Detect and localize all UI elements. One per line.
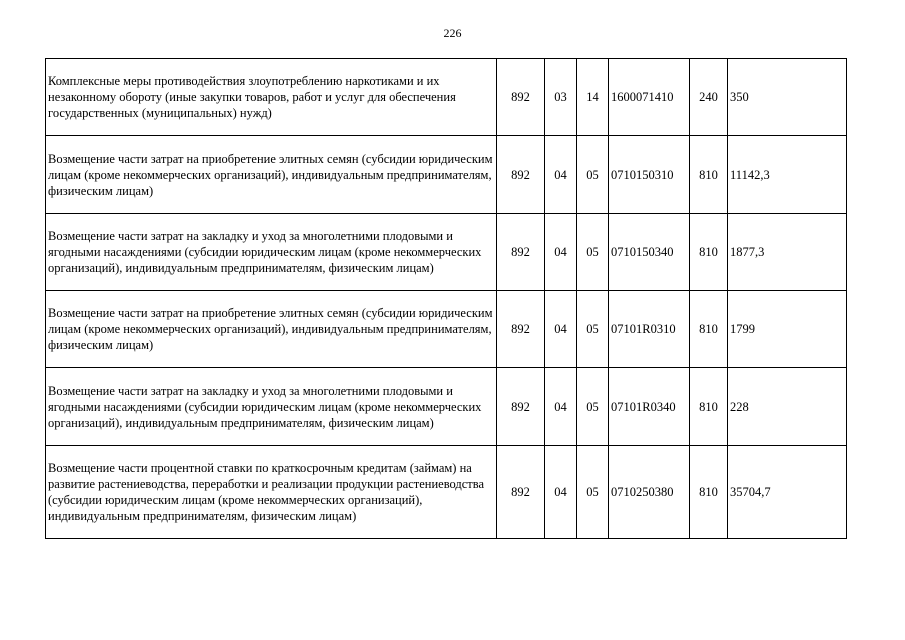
- ministry-code: 892: [497, 136, 545, 214]
- target-article-code: 07101R0310: [609, 291, 690, 368]
- page-number: 226: [443, 26, 462, 40]
- amount-value: 228: [728, 368, 847, 446]
- expense-type-code: 810: [690, 214, 728, 291]
- section-code: 04: [545, 214, 577, 291]
- subsection-code: 05: [577, 214, 609, 291]
- ministry-code: 892: [497, 59, 545, 136]
- ministry-code: 892: [497, 291, 545, 368]
- subsection-code: 14: [577, 59, 609, 136]
- row-description: Возмещение части затрат на закладку и уход за многолетними плодовыми и ягодными насаждениями (субсидии юридическим лицам (кроме некоммерческих организаций), индивидуальным предпринимателям, физическим лицам): [46, 368, 497, 446]
- amount-value: 1799: [728, 291, 847, 368]
- expense-type-code: 810: [690, 136, 728, 214]
- section-code: 03: [545, 59, 577, 136]
- table-row: [46, 214, 847, 291]
- target-article-code: 0710250380: [609, 446, 690, 539]
- expense-type-code: 810: [690, 291, 728, 368]
- subsection-code: 05: [577, 291, 609, 368]
- section-code: 04: [545, 446, 577, 539]
- amount-value: 350: [728, 59, 847, 136]
- amount-value: 35704,7: [728, 446, 847, 539]
- target-article-code: 0710150310: [609, 136, 690, 214]
- table-row: [46, 59, 847, 136]
- section-code: 04: [545, 291, 577, 368]
- amount-value: 1877,3: [728, 214, 847, 291]
- target-article-code: 07101R0340: [609, 368, 690, 446]
- row-description: Комплексные меры противодействия злоупотреблению наркотиками и их незаконному обороту (иные закупки товаров, работ и услуг для обеспечения государственных (муниципальных) нужд): [46, 59, 497, 136]
- expense-type-code: 810: [690, 446, 728, 539]
- budget-table: [45, 58, 847, 539]
- ministry-code: 892: [497, 368, 545, 446]
- table-row: [46, 291, 847, 368]
- table-row: [46, 136, 847, 214]
- target-article-code: 0710150340: [609, 214, 690, 291]
- subsection-code: 05: [577, 368, 609, 446]
- target-article-code: 1600071410: [609, 59, 690, 136]
- subsection-code: 05: [577, 136, 609, 214]
- table-row: [46, 446, 847, 539]
- row-description: Возмещение части затрат на приобретение элитных семян (субсидии юридическим лицам (кроме некоммерческих организаций), индивидуальным предпринимателям, физическим лицам): [46, 136, 497, 214]
- ministry-code: 892: [497, 446, 545, 539]
- row-description: Возмещение части процентной ставки по краткосрочным кредитам (займам) на развитие растениеводства, переработки и реализации продукции растениеводства (субсидии юридическим лицам (кроме некоммерческих организаций), индивидуальным предпринимателям, физическим лицам): [46, 446, 497, 539]
- expense-type-code: 240: [690, 59, 728, 136]
- expense-type-code: 810: [690, 368, 728, 446]
- subsection-code: 05: [577, 446, 609, 539]
- row-description: Возмещение части затрат на закладку и уход за многолетними плодовыми и ягодными насаждениями (субсидии юридическим лицам (кроме некоммерческих организаций), индивидуальным предпринимателям, физическим лицам): [46, 214, 497, 291]
- amount-value: 11142,3: [728, 136, 847, 214]
- row-description: Возмещение части затрат на приобретение элитных семян (субсидии юридическим лицам (кроме некоммерческих организаций), индивидуальным предпринимателям, физическим лицам): [46, 291, 497, 368]
- section-code: 04: [545, 136, 577, 214]
- section-code: 04: [545, 368, 577, 446]
- table-row: [46, 368, 847, 446]
- ministry-code: 892: [497, 214, 545, 291]
